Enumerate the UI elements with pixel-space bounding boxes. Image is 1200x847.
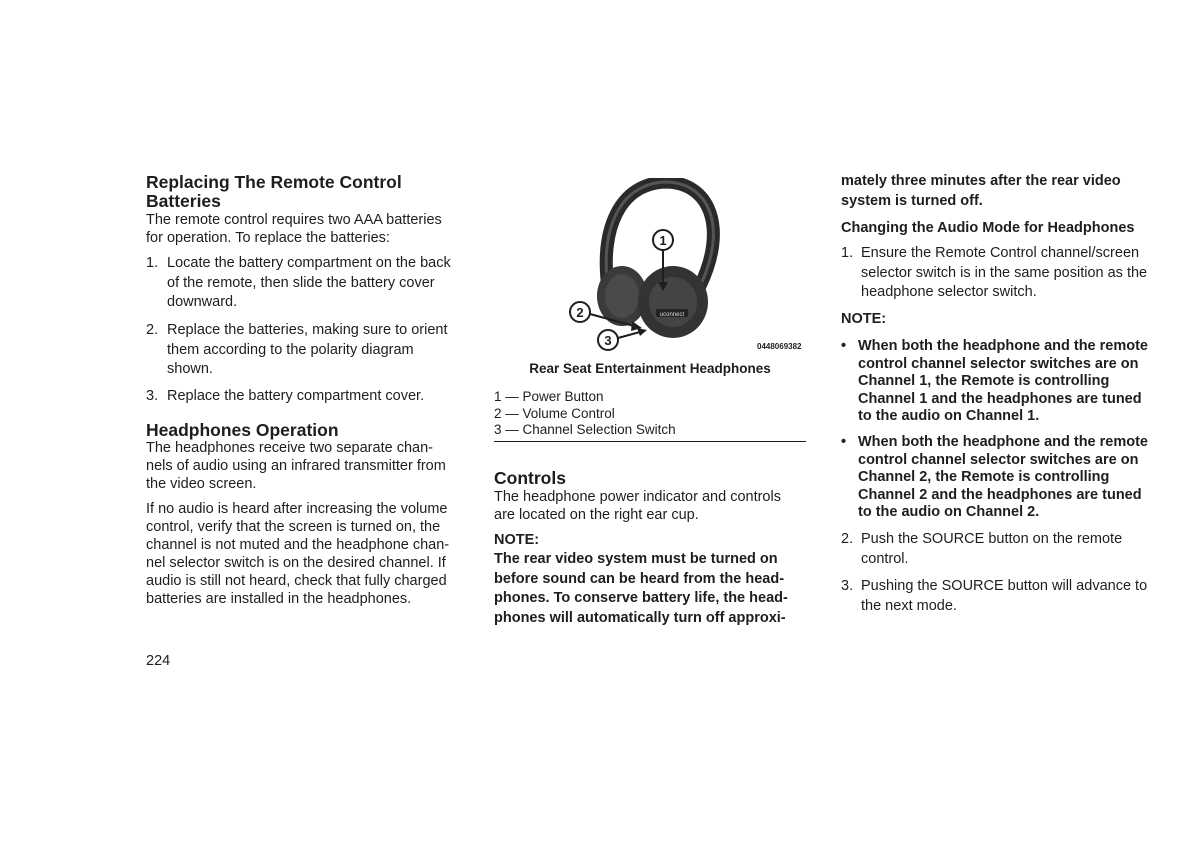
text-line: to the audio on Channel 2. [858, 504, 1040, 520]
text-line: the next mode. [861, 597, 957, 614]
note-text-continued [841, 172, 1152, 211]
text-line: are located on the right ear cup. [494, 507, 699, 523]
text-line: If no audio is heard after increasing the volume [146, 501, 448, 517]
text-line: control, verify that the screen is turned on, the [146, 519, 441, 535]
legend-item: 1 — Power Button [494, 389, 604, 404]
figure-caption: Rear Seat Entertainment Headphones [529, 361, 771, 376]
text-line: Ensure the Remote Control channel/screen [861, 245, 1140, 261]
section-heading-headphones-operation: Headphones Operation [146, 420, 339, 440]
callout-1-label: 1 [659, 233, 667, 248]
bullet-item-channel-1 [841, 338, 1152, 426]
legend-item: 3 — Channel Selection Switch [494, 422, 676, 437]
bullet-text [858, 338, 1152, 426]
list-number: 1. [146, 255, 159, 271]
list-number: 3. [146, 388, 159, 404]
list-text [167, 321, 458, 380]
brand-mark: uconnect [659, 312, 685, 318]
bullet-text [858, 434, 1152, 522]
text-line: The rear video system must be turned on [494, 551, 778, 567]
text-line: Replace the battery compartment cover. [167, 388, 425, 404]
list-text [167, 387, 458, 407]
text-line: mately three minutes after the rear video [841, 173, 1121, 189]
list-item-step-2 [146, 321, 458, 381]
subheading-audio-mode: Changing the Audio Mode for Headphones [841, 220, 1135, 236]
list-item-step-2 [841, 530, 1152, 570]
list-item-step-1 [841, 244, 1152, 304]
text-line: Channel 1 and the headphones are tuned [858, 390, 1142, 407]
text-line: Pushing the SOURCE button will advance to [861, 578, 1148, 594]
bullet-mark: • [841, 338, 847, 354]
section-heading-controls: Controls [494, 468, 566, 488]
text-line: downward. [167, 294, 238, 310]
text-line: batteries are installed in the headphones. [146, 591, 412, 607]
legend-item: 2 — Volume Control [494, 405, 615, 421]
text-line: When both the headphone and the remote [858, 338, 1148, 354]
text-line: Push the SOURCE button on the remote [861, 531, 1123, 547]
list-text [167, 254, 458, 313]
text-line: shown. [167, 361, 213, 377]
text-line: for operation. To replace the batteries: [146, 230, 390, 246]
text-line: The headphones receive two separate chan- [146, 440, 433, 456]
text-line: control channel selector switches are on [858, 355, 1139, 372]
text-line: Locate the battery compartment on the back [167, 255, 451, 271]
list-item-step-1 [146, 254, 458, 314]
headphones-figure [560, 178, 806, 354]
headphones-illustration [560, 178, 806, 354]
figure-legend [494, 389, 806, 439]
note-text [494, 550, 806, 629]
text-line: nel selector switch is on the desired channel. If [146, 555, 446, 571]
text-line: Replace the batteries, making sure to orient [167, 322, 448, 338]
list-item-step-3 [841, 577, 1152, 617]
list-number: 2. [841, 531, 854, 547]
heading-line: Replacing The Remote Control [146, 172, 402, 192]
callout-2-label: 2 [576, 305, 584, 320]
text-line: them according to the polarity diagram [167, 341, 414, 358]
text-line: Channel 2, the Remote is controlling [858, 469, 1110, 485]
text-line: Channel 1, the Remote is controlling [858, 373, 1110, 389]
list-text [861, 244, 1152, 303]
text-line: of the remote, then slide the battery cover [167, 274, 435, 291]
list-number: 2. [146, 322, 159, 338]
headphones-paragraph-1 [146, 439, 458, 493]
headphones-paragraph-2 [146, 500, 458, 608]
text-line: control channel selector switches are on [858, 451, 1139, 468]
text-line: selector switch is in the same position as the [861, 264, 1148, 281]
note-label: NOTE: [841, 311, 887, 327]
text-line: The headphone power indicator and controls [494, 489, 781, 505]
page-number: 224 [146, 653, 171, 669]
text-line: audio is still not heard, check that fully charged [146, 573, 447, 589]
section-heading-replacing-batteries [146, 173, 466, 211]
text-line: When both the headphone and the remote [858, 434, 1148, 450]
list-item-step-3 [146, 387, 458, 407]
list-text [861, 530, 1152, 569]
text-line: phones. To conserve battery life, the head- [494, 590, 788, 607]
text-line: Channel 2 and the headphones are tuned [858, 486, 1142, 503]
heading-line: Batteries [146, 191, 221, 211]
text-line: nels of audio using an infrared transmitter from [146, 458, 446, 474]
text-line: channel is not muted and the headphone chan- [146, 537, 450, 553]
callout-3-label: 3 [604, 333, 612, 348]
text-line: system is turned off. [841, 192, 983, 209]
text-line: the video screen. [146, 476, 257, 492]
list-text [861, 577, 1152, 616]
bullet-mark: • [841, 434, 847, 450]
text-line: before sound can be heard from the head- [494, 570, 785, 587]
text-line: to the audio on Channel 1. [858, 408, 1040, 424]
controls-paragraph [494, 488, 806, 524]
text-line: The remote control requires two AAA batteries [146, 212, 442, 228]
text-line: headphone selector switch. [861, 284, 1037, 300]
bullet-item-channel-2 [841, 434, 1152, 522]
list-number: 1. [841, 245, 854, 261]
text-line: phones will automatically turn off approxi- [494, 610, 786, 627]
list-number: 3. [841, 578, 854, 594]
text-line: control. [861, 550, 909, 567]
note-label: NOTE: [494, 532, 540, 548]
intro-paragraph [146, 211, 458, 247]
legend-divider [494, 441, 806, 442]
figure-code: 0448069382 [757, 342, 802, 351]
